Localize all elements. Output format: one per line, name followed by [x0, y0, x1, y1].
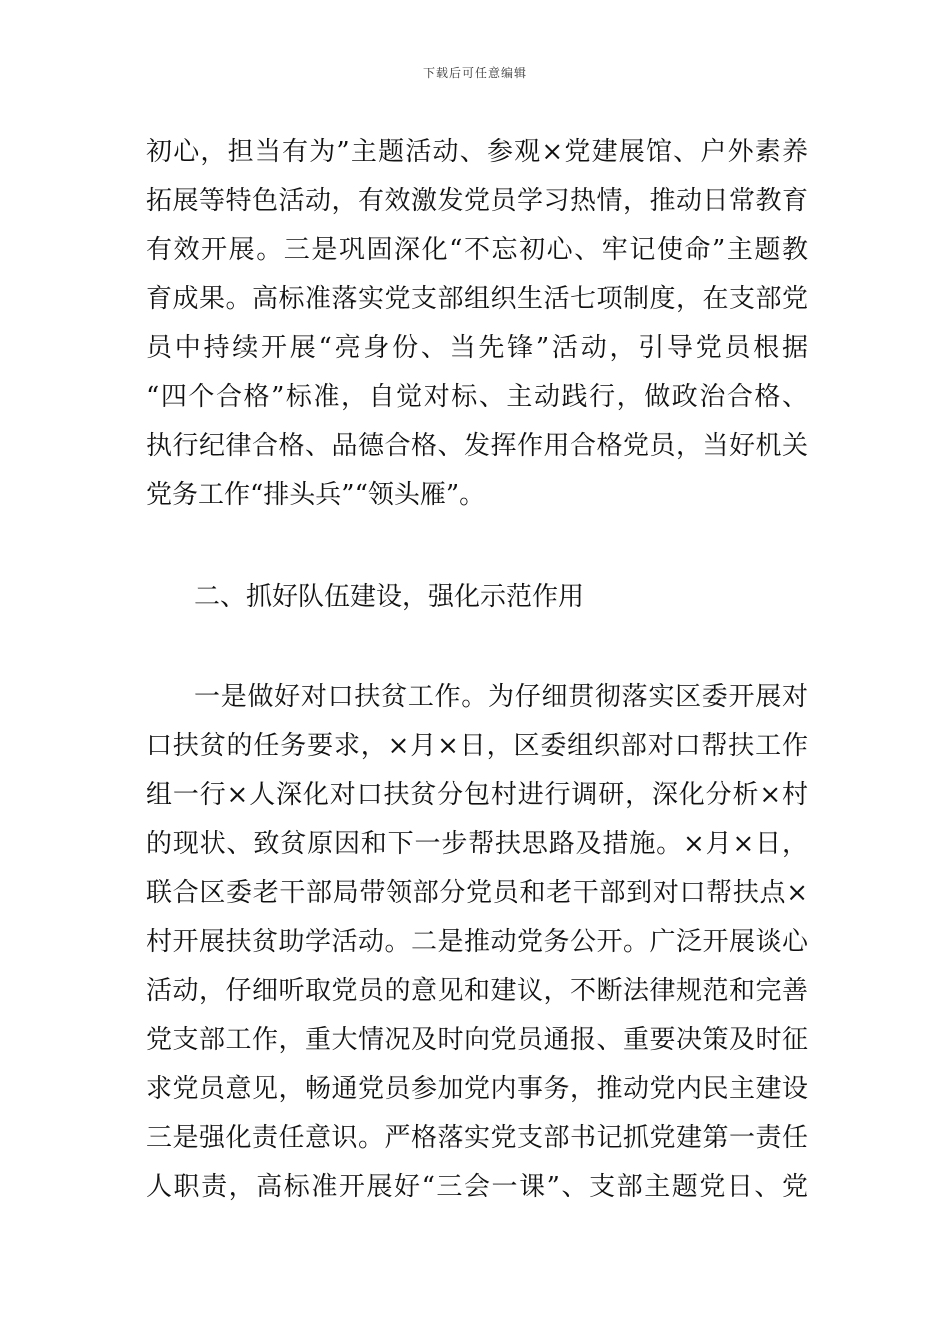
text-line: 口扶贫的任务要求，×月×日，区委组织部对口帮扶工作	[146, 731, 808, 761]
text-line: 育成果。高标准落实党支部组织生活七项制度，在支部党	[146, 284, 808, 314]
text-line: 联合区委老干部局带领部分党员和老干部到对口帮扶点×	[146, 878, 808, 908]
text-line: 村开展扶贫助学活动。二是推动党务公开。广泛开展谈心	[146, 927, 808, 957]
text-line: 员中持续开展“亮身份、当先锋”活动，引导党员根据	[146, 333, 808, 363]
text-line: 活动，仔细听取党员的意见和建议，不断法律规范和完善	[146, 976, 808, 1006]
text-line: 拓展等特色活动，有效激发党员学习热情，推动日常教育	[146, 186, 808, 216]
text-line: 党支部工作，重大情况及时向党员通报、重要决策及时征	[146, 1025, 808, 1055]
text-line: 党务工作“排头兵”“领头雁”。	[146, 480, 486, 510]
text-line: 人职责，高标准开展好“三会一课”、支部主题党日、党	[146, 1172, 808, 1202]
text-line: “四个合格”标准，自觉对标、主动践行，做政治合格、	[146, 382, 808, 412]
text-line: 有效开展。三是巩固深化“不忘初心、牢记使命”主题教	[146, 235, 808, 265]
text-line: 的现状、致贫原因和下一步帮扶思路及措施。×月×日，	[146, 829, 808, 859]
section-heading: 二、抓好队伍建设，强化示范作用	[194, 582, 585, 612]
text-line: 初心，担当有为”主题活动、参观×党建展馆、户外素养	[146, 137, 808, 167]
page-header: 下载后可任意编辑	[422, 66, 527, 80]
text-line: 执行纪律合格、品德合格、发挥作用合格党员，当好机关	[146, 431, 808, 461]
text-line: 组一行×人深化对口扶贫分包村进行调研，深化分析×村	[146, 780, 808, 810]
text-line: 三是强化责任意识。严格落实党支部书记抓党建第一责任	[146, 1123, 808, 1153]
text-line: 一是做好对口扶贫工作。为仔细贯彻落实区委开展对	[194, 682, 808, 712]
text-line: 求党员意见，畅通党员参加党内事务，推动党内民主建设	[146, 1074, 808, 1104]
